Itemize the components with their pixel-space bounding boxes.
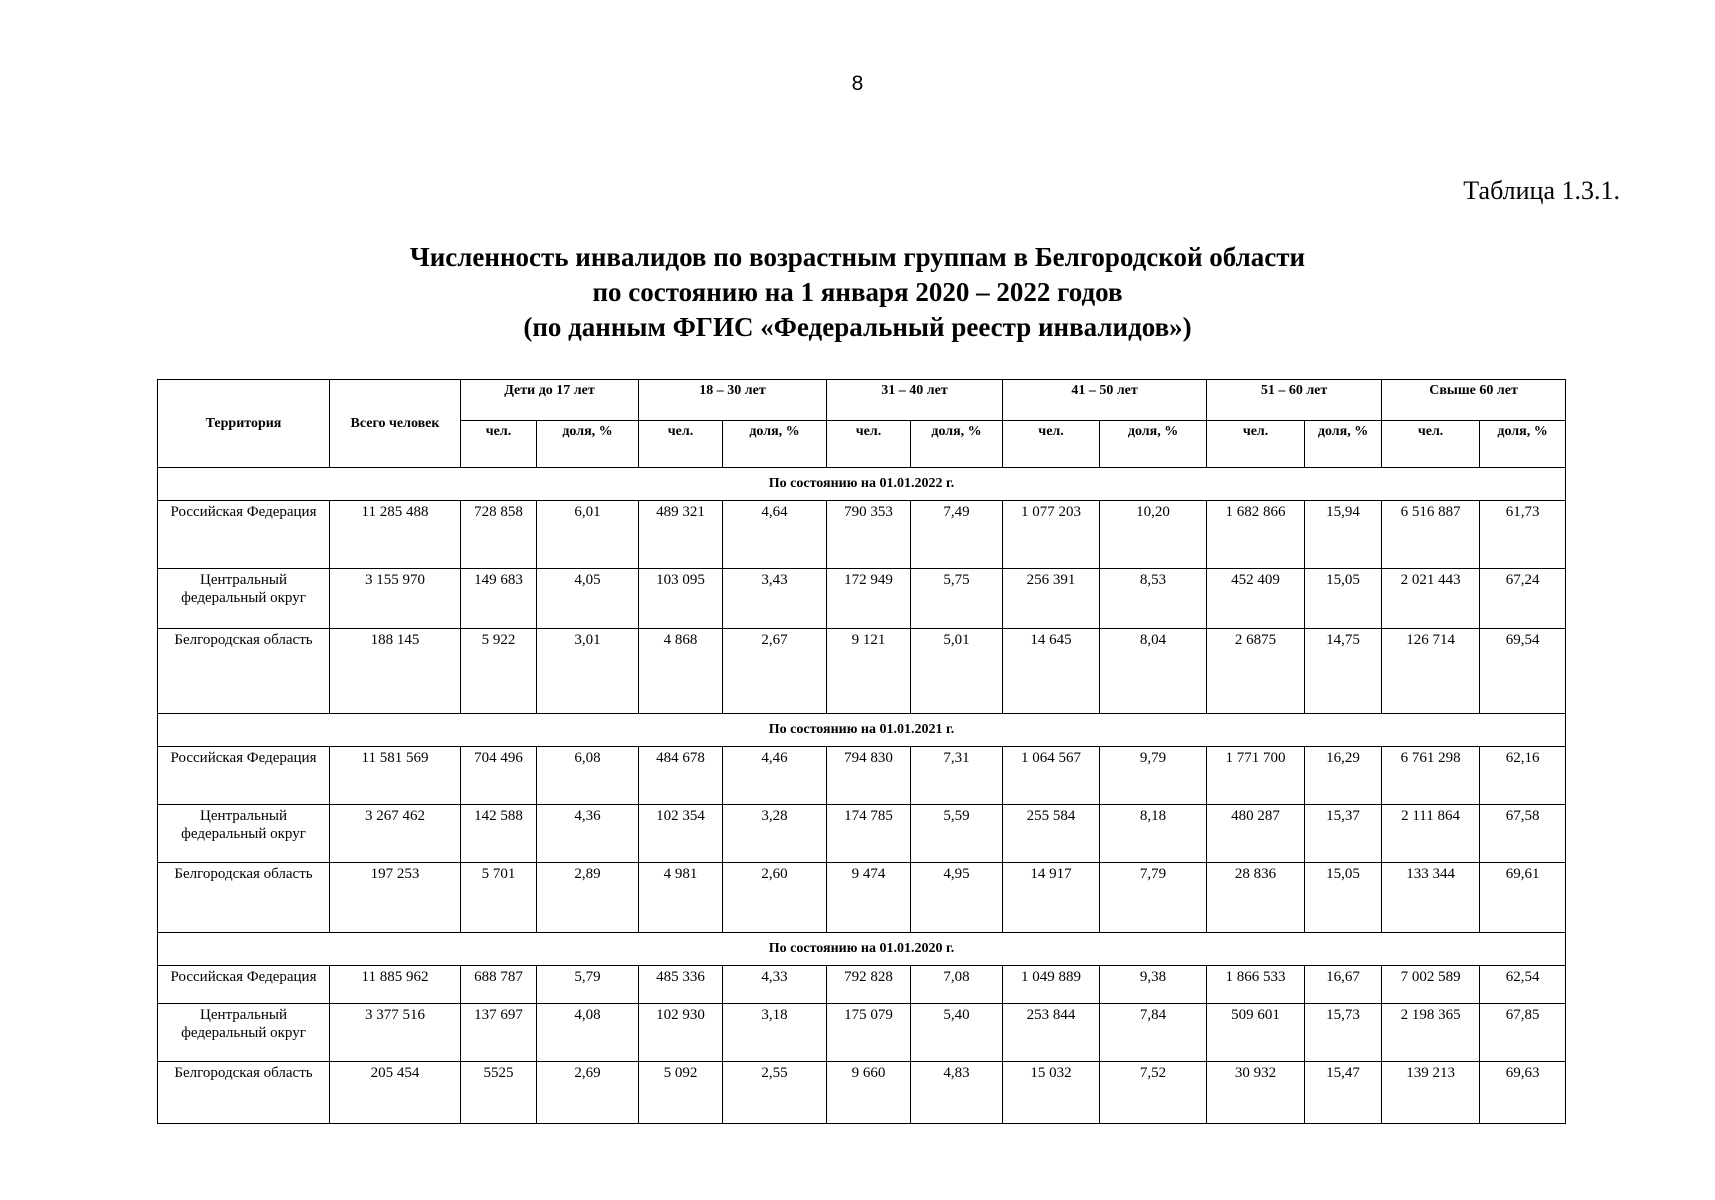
count-cell: 6 516 887	[1382, 501, 1480, 569]
count-cell: 5 922	[461, 629, 537, 714]
total-cell: 3 377 516	[330, 1004, 461, 1062]
table-title	[0, 240, 1715, 345]
share-cell: 8,04	[1100, 629, 1207, 714]
header-share: доля, %	[1480, 421, 1566, 468]
share-cell: 4,83	[911, 1062, 1003, 1124]
share-cell: 3,43	[723, 569, 827, 629]
share-cell: 2,67	[723, 629, 827, 714]
header-share: доля, %	[1305, 421, 1382, 468]
count-cell: 174 785	[827, 805, 911, 863]
count-cell: 175 079	[827, 1004, 911, 1062]
share-cell: 15,47	[1305, 1062, 1382, 1124]
share-cell: 67,85	[1480, 1004, 1566, 1062]
share-cell: 7,84	[1100, 1004, 1207, 1062]
header-count: чел.	[639, 421, 723, 468]
share-cell: 10,20	[1100, 501, 1207, 569]
count-cell: 102 354	[639, 805, 723, 863]
header-group: Дети до 17 лет	[461, 380, 639, 421]
table-label: Таблица 1.3.1.	[1463, 176, 1620, 205]
count-cell: 133 344	[1382, 863, 1480, 933]
territory-cell: Белгородская область	[158, 863, 330, 933]
table-row	[158, 501, 1566, 569]
table-row	[158, 569, 1566, 629]
count-cell: 688 787	[461, 966, 537, 1004]
share-cell: 7,52	[1100, 1062, 1207, 1124]
share-cell: 15,05	[1305, 863, 1382, 933]
share-cell: 5,75	[911, 569, 1003, 629]
share-cell: 7,31	[911, 747, 1003, 805]
total-cell: 11 581 569	[330, 747, 461, 805]
territory-cell: Центральный федеральный округ	[158, 1004, 330, 1062]
total-cell: 188 145	[330, 629, 461, 714]
share-cell: 7,08	[911, 966, 1003, 1004]
share-cell: 7,49	[911, 501, 1003, 569]
share-cell: 69,61	[1480, 863, 1566, 933]
total-cell: 3 267 462	[330, 805, 461, 863]
count-cell: 484 678	[639, 747, 723, 805]
count-cell: 5525	[461, 1062, 537, 1124]
count-cell: 485 336	[639, 966, 723, 1004]
count-cell: 704 496	[461, 747, 537, 805]
share-cell: 15,73	[1305, 1004, 1382, 1062]
territory-cell: Центральный федеральный округ	[158, 805, 330, 863]
count-cell: 6 761 298	[1382, 747, 1480, 805]
count-cell: 142 588	[461, 805, 537, 863]
share-cell: 8,53	[1100, 569, 1207, 629]
share-cell: 4,95	[911, 863, 1003, 933]
total-cell: 205 454	[330, 1062, 461, 1124]
share-cell: 4,33	[723, 966, 827, 1004]
share-cell: 3,18	[723, 1004, 827, 1062]
header-group: 31 – 40 лет	[827, 380, 1003, 421]
total-cell: 11 885 962	[330, 966, 461, 1004]
count-cell: 5 701	[461, 863, 537, 933]
table-row	[158, 1004, 1566, 1062]
share-cell: 62,54	[1480, 966, 1566, 1004]
share-cell: 3,28	[723, 805, 827, 863]
header-share: доля, %	[1100, 421, 1207, 468]
share-cell: 4,08	[537, 1004, 639, 1062]
count-cell: 790 353	[827, 501, 911, 569]
header-count: чел.	[1382, 421, 1480, 468]
total-cell: 197 253	[330, 863, 461, 933]
count-cell: 9 121	[827, 629, 911, 714]
title-line: (по данным ФГИС «Федеральный реестр инвалидов»)	[523, 312, 1192, 342]
count-cell: 102 930	[639, 1004, 723, 1062]
share-cell: 15,05	[1305, 569, 1382, 629]
header-total: Всего человек	[330, 380, 461, 468]
count-cell: 2 021 443	[1382, 569, 1480, 629]
header-territory: Территория	[158, 380, 330, 468]
share-cell: 2,60	[723, 863, 827, 933]
share-cell: 5,40	[911, 1004, 1003, 1062]
share-cell: 9,38	[1100, 966, 1207, 1004]
share-cell: 15,37	[1305, 805, 1382, 863]
count-cell: 2 111 864	[1382, 805, 1480, 863]
share-cell: 2,89	[537, 863, 639, 933]
section-header-row	[158, 933, 1566, 966]
count-cell: 28 836	[1207, 863, 1305, 933]
header-count: чел.	[827, 421, 911, 468]
count-cell: 4 981	[639, 863, 723, 933]
header-share: доля, %	[723, 421, 827, 468]
count-cell: 2 198 365	[1382, 1004, 1480, 1062]
territory-cell: Белгородская область	[158, 1062, 330, 1124]
share-cell: 4,46	[723, 747, 827, 805]
share-cell: 4,64	[723, 501, 827, 569]
share-cell: 5,01	[911, 629, 1003, 714]
count-cell: 253 844	[1003, 1004, 1100, 1062]
share-cell: 7,79	[1100, 863, 1207, 933]
page-number: 8	[851, 72, 864, 95]
count-cell: 139 213	[1382, 1062, 1480, 1124]
share-cell: 62,16	[1480, 747, 1566, 805]
share-cell: 14,75	[1305, 629, 1382, 714]
count-cell: 256 391	[1003, 569, 1100, 629]
table-body	[158, 468, 1566, 1124]
territory-cell: Центральный федеральный округ	[158, 569, 330, 629]
section-header-row	[158, 714, 1566, 747]
total-cell: 3 155 970	[330, 569, 461, 629]
section-label: По состоянию на 01.01.2022 г.	[158, 468, 1566, 501]
header-group: 18 – 30 лет	[639, 380, 827, 421]
count-cell: 255 584	[1003, 805, 1100, 863]
share-cell: 15,94	[1305, 501, 1382, 569]
count-cell: 4 868	[639, 629, 723, 714]
share-cell: 69,63	[1480, 1062, 1566, 1124]
header-count: чел.	[1207, 421, 1305, 468]
header-group: Свыше 60 лет	[1382, 380, 1566, 421]
count-cell: 14 917	[1003, 863, 1100, 933]
share-cell: 2,69	[537, 1062, 639, 1124]
table-row	[158, 966, 1566, 1004]
territory-cell: Российская Федерация	[158, 966, 330, 1004]
count-cell: 15 032	[1003, 1062, 1100, 1124]
territory-cell: Российская Федерация	[158, 747, 330, 805]
count-cell: 489 321	[639, 501, 723, 569]
table-row	[158, 1062, 1566, 1124]
header-count: чел.	[461, 421, 537, 468]
count-cell: 9 474	[827, 863, 911, 933]
count-cell: 5 092	[639, 1062, 723, 1124]
share-cell: 6,08	[537, 747, 639, 805]
share-cell: 69,54	[1480, 629, 1566, 714]
share-cell: 8,18	[1100, 805, 1207, 863]
table-row	[158, 629, 1566, 714]
count-cell: 480 287	[1207, 805, 1305, 863]
count-cell: 509 601	[1207, 1004, 1305, 1062]
count-cell: 728 858	[461, 501, 537, 569]
total-cell: 11 285 488	[330, 501, 461, 569]
share-cell: 67,58	[1480, 805, 1566, 863]
share-cell: 61,73	[1480, 501, 1566, 569]
table-row	[158, 805, 1566, 863]
count-cell: 149 683	[461, 569, 537, 629]
count-cell: 137 697	[461, 1004, 537, 1062]
count-cell: 9 660	[827, 1062, 911, 1124]
count-cell: 1 077 203	[1003, 501, 1100, 569]
count-cell: 1 049 889	[1003, 966, 1100, 1004]
count-cell: 7 002 589	[1382, 966, 1480, 1004]
share-cell: 5,79	[537, 966, 639, 1004]
share-cell: 4,05	[537, 569, 639, 629]
territory-cell: Белгородская область	[158, 629, 330, 714]
count-cell: 1 064 567	[1003, 747, 1100, 805]
disability-table	[157, 379, 1566, 1124]
share-cell: 67,24	[1480, 569, 1566, 629]
header-count: чел.	[1003, 421, 1100, 468]
header-share: доля, %	[537, 421, 639, 468]
count-cell: 792 828	[827, 966, 911, 1004]
table-row	[158, 863, 1566, 933]
share-cell: 6,01	[537, 501, 639, 569]
share-cell: 16,29	[1305, 747, 1382, 805]
section-label: По состоянию на 01.01.2020 г.	[158, 933, 1566, 966]
header-group: 51 – 60 лет	[1207, 380, 1382, 421]
count-cell: 1 682 866	[1207, 501, 1305, 569]
share-cell: 4,36	[537, 805, 639, 863]
share-cell: 9,79	[1100, 747, 1207, 805]
count-cell: 2 6875	[1207, 629, 1305, 714]
count-cell: 103 095	[639, 569, 723, 629]
count-cell: 452 409	[1207, 569, 1305, 629]
count-cell: 1 866 533	[1207, 966, 1305, 1004]
count-cell: 794 830	[827, 747, 911, 805]
count-cell: 30 932	[1207, 1062, 1305, 1124]
section-label: По состоянию на 01.01.2021 г.	[158, 714, 1566, 747]
section-header-row	[158, 468, 1566, 501]
header-group: 41 – 50 лет	[1003, 380, 1207, 421]
count-cell: 172 949	[827, 569, 911, 629]
title-line: по состоянию на 1 января 2020 – 2022 годов	[592, 277, 1123, 307]
share-cell: 2,55	[723, 1062, 827, 1124]
count-cell: 14 645	[1003, 629, 1100, 714]
count-cell: 1 771 700	[1207, 747, 1305, 805]
title-line: Численность инвалидов по возрастным группам в Белгородской области	[409, 242, 1306, 272]
territory-cell: Российская Федерация	[158, 501, 330, 569]
share-cell: 5,59	[911, 805, 1003, 863]
count-cell: 126 714	[1382, 629, 1480, 714]
share-cell: 16,67	[1305, 966, 1382, 1004]
header-share: доля, %	[911, 421, 1003, 468]
table-row	[158, 747, 1566, 805]
share-cell: 3,01	[537, 629, 639, 714]
